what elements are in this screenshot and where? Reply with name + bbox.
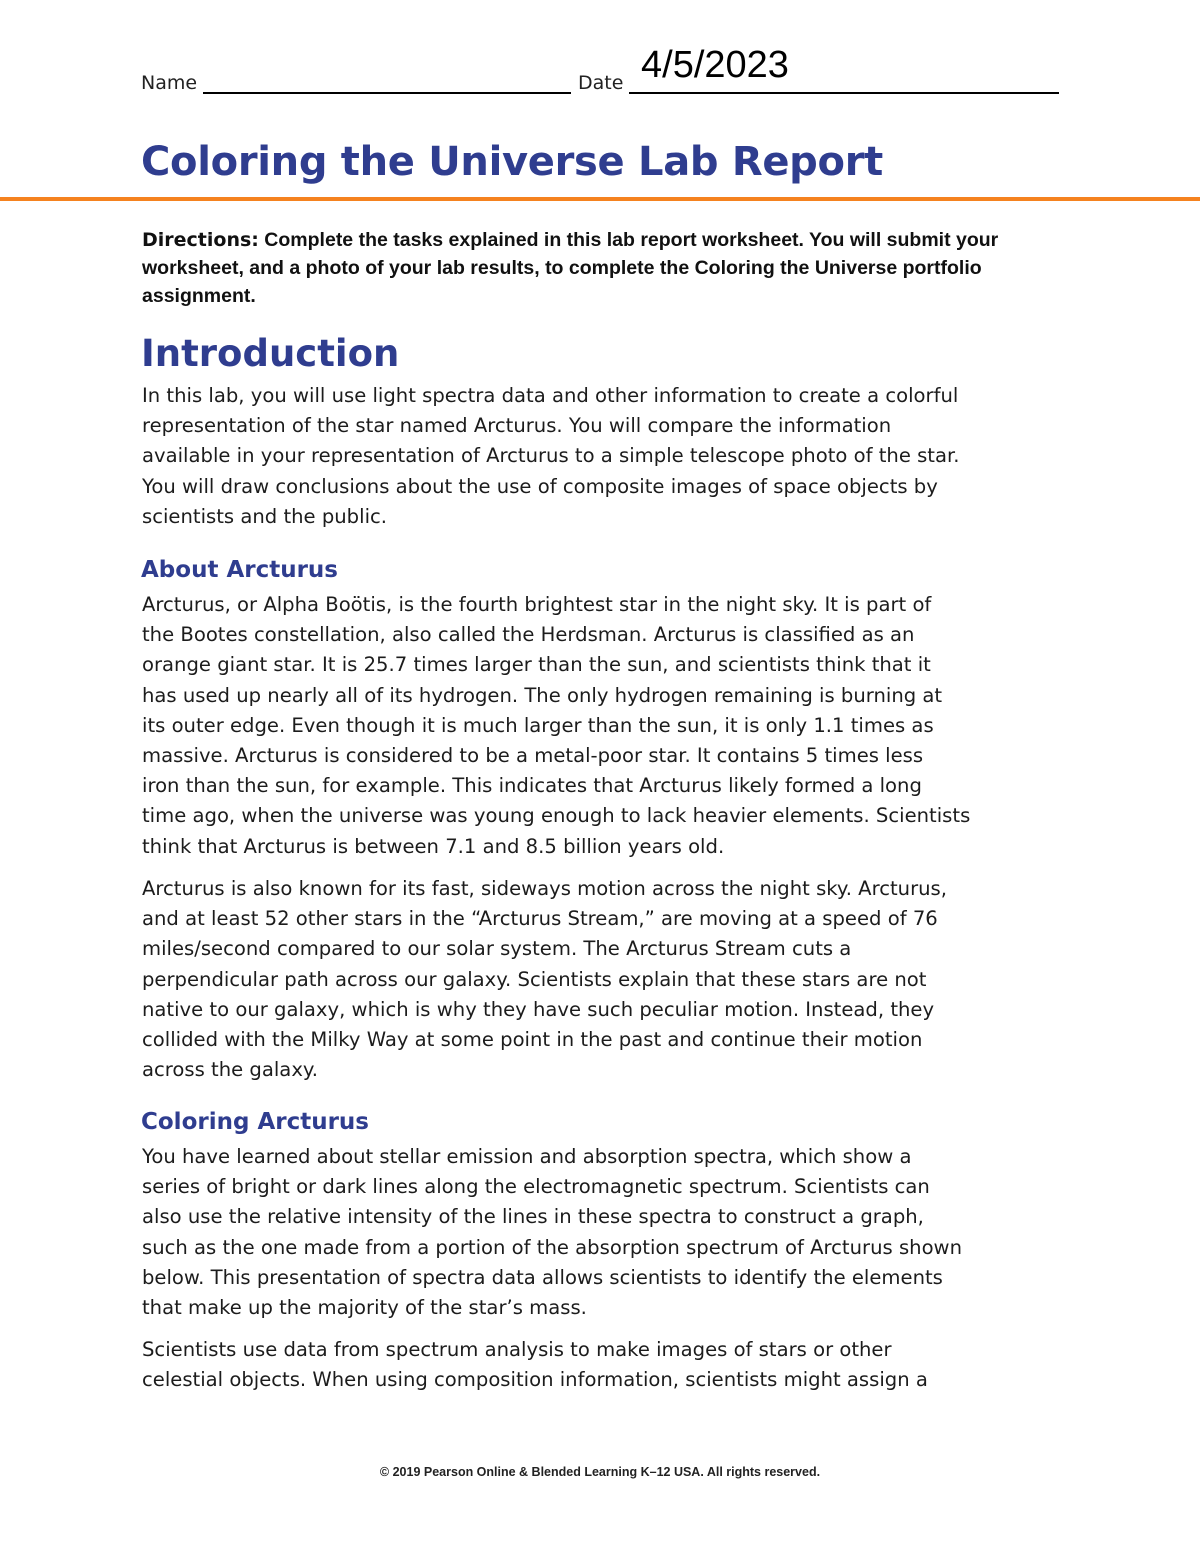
text-line: representation of the star named Arcturus. You will compare the information	[142, 414, 892, 438]
text-line: also use the relative intensity of the lines in these spectra to construct a graph,	[142, 1205, 924, 1229]
text-line: orange giant star. It is 25.7 times larger than the sun, and scientists think that it	[142, 653, 931, 677]
text-line: You have learned about stellar emission and absorption spectra, which show a	[142, 1145, 912, 1168]
directions-label: Directions:	[142, 229, 259, 251]
text-line: such as the one made from a portion of the absorption spectrum of Arcturus shown	[142, 1235, 963, 1259]
text-line: available in your representation of Arcturus to a simple telescope photo of the star.	[142, 444, 960, 468]
directions	[142, 226, 1062, 310]
text-line: has used up nearly all of its hydrogen. The only hydrogen remaining is burning at	[142, 683, 943, 707]
coloring-heading: Coloring Arcturus	[141, 1109, 369, 1135]
date-label: Date	[578, 72, 624, 94]
text-line: iron than the sun, for example. This indicates that Arcturus likely formed a long	[142, 774, 922, 798]
about-heading: About Arcturus	[141, 557, 338, 583]
directions-text: Complete the tasks explained in this lab report worksheet. You will submit your worksheet, and a photo of your lab results, to complete the Coloring the Universe portfolio assignment.	[142, 229, 999, 307]
date-field-line[interactable]	[629, 92, 1059, 94]
name-label: Name	[141, 72, 198, 94]
text-line: that make up the majority of the star’s mass.	[142, 1296, 587, 1320]
text-line: In this lab, you will use light spectra data and other information to create a colorful	[142, 384, 959, 407]
introduction-paragraph	[142, 381, 1082, 532]
text-line: think that Arcturus is between 7.1 and 8.5 billion years old.	[142, 834, 725, 858]
text-line: massive. Arcturus is considered to be a metal-poor star. It contains 5 times less	[142, 744, 924, 768]
text-line: perpendicular path across our galaxy. Scientists explain that these stars are not	[142, 967, 927, 991]
page-title: Coloring the Universe Lab Report	[141, 139, 883, 185]
title-divider	[0, 197, 1200, 201]
text-line: Arcturus, or Alpha Boötis, is the fourth brightest star in the night sky. It is part of	[142, 593, 932, 616]
text-line: native to our galaxy, which is why they have such peculiar motion. Instead, they	[142, 997, 935, 1021]
text-line: time ago, when the universe was young enough to lack heavier elements. Scientists	[142, 804, 971, 828]
text-line: Arcturus is also known for its fast, sideways motion across the night sky. Arcturus,	[142, 877, 947, 900]
copyright-footer: © 2019 Pearson Online & Blended Learning K–12 USA. All rights reserved.	[379, 1465, 821, 1479]
date-value[interactable]: 4/5/2023	[641, 44, 789, 86]
coloring-paragraph-1	[142, 1142, 1082, 1323]
coloring-paragraph-2	[142, 1335, 1082, 1395]
introduction-heading: Introduction	[141, 332, 400, 375]
text-line: collided with the Milky Way at some point in the past and continue their motion	[142, 1028, 923, 1052]
text-line: across the galaxy.	[142, 1058, 318, 1082]
about-paragraph-1	[142, 590, 1082, 862]
text-line: You will draw conclusions about the use of composite images of space objects by	[142, 474, 938, 498]
text-line: series of bright or dark lines along the electromagnetic spectrum. Scientists can	[142, 1175, 930, 1199]
text-line: its outer edge. Even though it is much larger than the sun, it is only 1.1 times as	[142, 713, 934, 737]
text-line: below. This presentation of spectra data allows scientists to identify the elements	[142, 1265, 943, 1289]
text-line: scientists and the public.	[142, 504, 388, 528]
text-line: and at least 52 other stars in the “Arcturus Stream,” are moving at a speed of 76	[142, 907, 938, 931]
text-line: celestial objects. When using composition information, scientists might assign a	[142, 1368, 928, 1392]
text-line: Scientists use data from spectrum analysis to make images of stars or other	[142, 1338, 892, 1361]
name-field[interactable]	[203, 92, 571, 94]
text-line: miles/second compared to our solar system. The Arcturus Stream cuts a	[142, 937, 852, 961]
about-paragraph-2	[142, 874, 1082, 1085]
text-line: the Bootes constellation, also called the Herdsman. Arcturus is classified as an	[142, 623, 915, 647]
